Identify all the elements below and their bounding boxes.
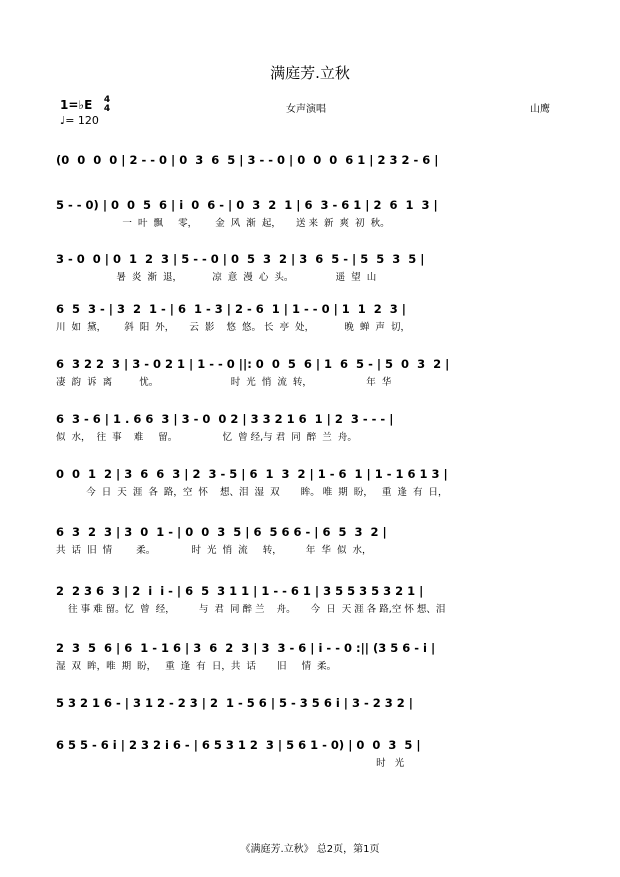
score-system-12: [56, 737, 556, 770]
lyrics-line: 一 叶 飘 零， 金 风 渐 起， 送 来 新 爽 初 秋。: [56, 218, 390, 229]
lyrics-line: [56, 172, 556, 185]
score-system-8: [56, 524, 556, 557]
time-signature: [102, 96, 112, 114]
notation-line: 6 3 - 6 | 1 . 6 6 3 | 3 - 0 0 2 | 3 3 2 1 6 1 | 2 3 - - - |: [56, 412, 394, 426]
notation-line: 5 3 2 1 6 - | 3 1 2 - 2 3 | 2 1 - 5 6 | 5 - 3 5 6 i | 3 - 2 3 2 |: [56, 696, 413, 710]
notation-line: (0 0 0 0 | 2 - - 0 | 0 3 6 5 | 3 - - 0 | 0 0 0 6 1 | 2 3 2 - 6 |: [56, 153, 439, 167]
notation-line: 6 3 2 3 | 3 0 1 - | 0 0 3 5 | 6 5 6 6 - | 6 5 3 2 |: [56, 525, 387, 539]
notation-line: 6 5 5 - 6 i | 2 3 2 i 6 - | 6 5 3 1 2 3 | 5 6 1 - 0) | 0 0 3 5 |: [56, 738, 421, 752]
notation-line: 2 2 3 6 3 | 2 i i - | 6 5 3 1 1 | 1 - - 6 1 | 3 5 5 3 5 3 2 1 |: [56, 584, 424, 598]
lyrics-line: 川 如 黛， 斜 阳 外， 云 影 悠 悠。 长 亭 处， 晚 蝉 声 切，: [56, 322, 410, 333]
notation-line: 3 - 0 0 | 0 1 2 3 | 5 - - 0 | 0 5 3 2 | 3 6 5 - | 5 5 3 5 |: [56, 252, 425, 266]
page-footer: 《满庭芳.立秋》 总2页，第1页: [240, 844, 380, 855]
score-system-3: [56, 251, 556, 284]
lyrics-line: 往 事 难 留。忆 曾 经， 与 君 同 醉 兰 舟。 今 日 天 涯 各 路,空 怀 想、泪: [56, 604, 446, 615]
score-system-5: [56, 356, 556, 389]
song-title: 满庭芳.立秋: [270, 64, 350, 82]
notation-line: 0 0 1 2 | 3 6 6 3 | 2 3 - 5 | 6 1 3 2 | 1 - 6 1 | 1 - 1 6 1 3 |: [56, 467, 448, 481]
notation-line: 5 - - 0) | 0 0 5 6 | i 0 6 - | 0 3 2 1 | 6 3 - 6 1 | 2 6 1 3 |: [56, 198, 438, 212]
meter-bottom: 4: [103, 104, 111, 114]
score-system-10: [56, 640, 556, 673]
notation-line: 2 3 5 6 | 6 1 - 1 6 | 3 6 2 3 | 3 3 - 6 | i - - 0 :|| (3 5 6 - i |: [56, 641, 436, 655]
score-system-7: [56, 466, 556, 499]
lyrics-line: 今 日 天 涯 各 路，空 怀 想、泪 湿 双 眸。 唯 期 盼， 重 逢 有 日，: [56, 487, 448, 498]
lyrics-line: 共 话 旧 情 柔。 时 光 悄 流 转， 年 华 似 水，: [56, 545, 372, 556]
notation-line: 6 3 2 2 3 | 3 - 0 2 1 | 1 - - 0 ||: 0 0 5 6 | 1 6 5 - | 5 0 3 2 |: [56, 357, 450, 371]
score-system-9: [56, 583, 556, 616]
tempo-marking: ♩= 120: [60, 114, 99, 127]
key-signature: 1=♭E: [60, 98, 93, 112]
lyrics-line: 湿 双 眸，唯 期 盼， 重 逢 有 日，共 话 旧 情 柔。: [56, 661, 337, 672]
score-system-4: [56, 301, 556, 334]
lyrics-line: [56, 715, 556, 728]
lyrics-line: 凄 韵 诉 离 忧。 时 光 悄 流 转， 年 华: [56, 377, 392, 388]
meter-top: 4: [103, 95, 111, 105]
notation-line: 6 5 3 - | 3 2 1 - | 6 1 - 3 | 2 - 6 1 | 1 - - 0 | 1 1 2 3 |: [56, 302, 407, 316]
lyrics-line: 似 水， 往 事 难 留。 忆 曾 经,与 君 同 醉 兰 舟。: [56, 432, 357, 443]
lyrics-line: 暑 炎 渐 退， 凉 意 漫 心 头。 遥 望 山: [56, 272, 377, 283]
score-system-11: [56, 695, 556, 728]
score-system-2: [56, 197, 556, 230]
score-system-1: [56, 152, 556, 185]
composer-label: 山鹰: [530, 104, 550, 115]
performer-label: 女声演唱: [286, 104, 326, 115]
score-system-6: [56, 411, 556, 444]
lyrics-line: 时 光: [56, 758, 405, 769]
